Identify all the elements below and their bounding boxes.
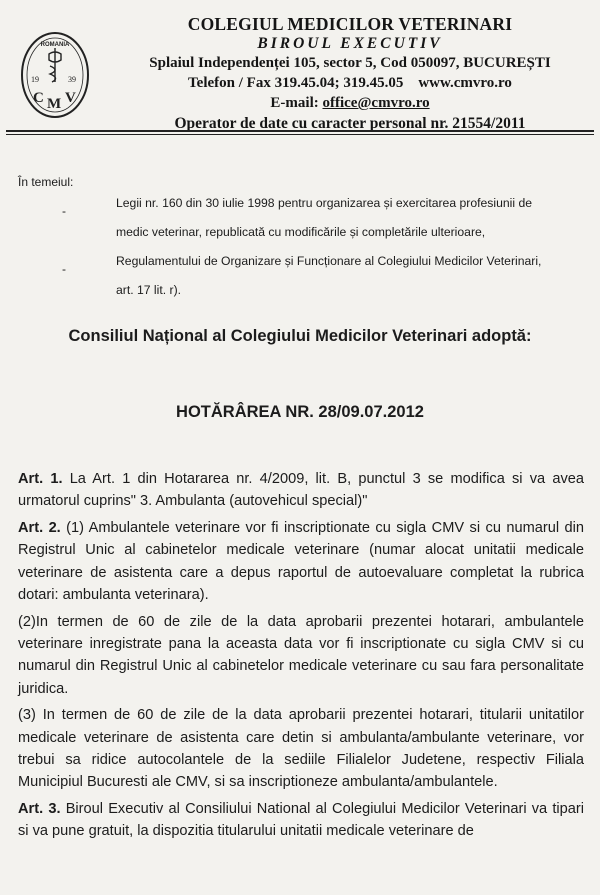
article-text: (3) In termen de 60 de zile de la data aprobarii prezentei hotarari, titularii unitatilor medicale veterinare de asistenta care detin si ambulanta/ambulante veterinare, vor trebui sa ridice autocolantele de la sediile Filialelor Judetene, respectiv Filiala Municipiul Bucuresti ale CMV, si sa inscriptioneze ambulanta/ambulantele. — [18, 707, 584, 791]
preamble-bullet: - — [62, 262, 66, 276]
letterhead — [110, 14, 590, 134]
phone-fax: Telefon / Fax 319.45.04; 319.45.05 — [188, 75, 404, 91]
article-label: Art. 3. — [18, 801, 61, 818]
address-line: Splaiul Independenței 105, sector 5, Cod 050097, BUCUREȘTI — [149, 55, 551, 71]
article-text: Biroul Executiv al Consiliului National al Colegiului Medicilor Veterinari va tipari si va pune gratuit, la dispozitia titularului unitatii medicale veterinare de — [18, 801, 584, 840]
article-label: Art. 2. — [18, 520, 61, 537]
cmv-logo-icon — [20, 30, 90, 120]
article-2-paragraph-3 — [18, 704, 584, 793]
logo-letter-m: M — [47, 96, 62, 112]
logo-letter-v: V — [65, 90, 76, 106]
article-text: (2)In termen de 60 de zile de la data aprobarii prezentei hotarari, ambulantele veterinare inregistrate pana la aceasta data vor fi inscriptionate cu sigla CMV si cu numarul din Registrul Unic al cabinetelor medicale veterinare cu sau fara personalitate juridica. — [18, 613, 584, 697]
email-label: E-mail: — [270, 95, 319, 111]
preamble-item-line: Legii nr. 160 din 30 iulie 1998 pentru organizarea și exercitarea profesiunii de — [116, 196, 532, 210]
article-text: La Art. 1 din Hotararea nr. 4/2009, lit. B, punctul 3 se modifica si va avea urmatorul cuprins" 3. Ambulanta (autovehicul special)" — [18, 471, 584, 510]
article-label: Art. 1. — [18, 471, 63, 487]
header-divider-thin — [6, 134, 594, 135]
logo-year-left: 19 — [31, 75, 39, 84]
preamble-bullet: - — [62, 204, 66, 218]
logo-top-text: ROMANIA — [40, 42, 70, 48]
decision-title: HOTĂRÂREA NR. 28/09.07.2012 — [176, 403, 424, 421]
article-3 — [18, 798, 584, 843]
email-link[interactable]: office@cmvro.ro — [322, 95, 430, 111]
decision-body — [18, 468, 584, 843]
council-statement: Consiliul Național al Colegiului Medicilor Veterinari adoptă: — [68, 327, 532, 345]
article-text: (1) Ambulantele veterinare vor fi inscriptionate cu sigla CMV si cu numarul din Registrul Unic al cabinetelor medicale veterinare (numar alocat unitatii medicale veterinare de asistenta care a depus raportul de autoevaluare completat la rubrica dotari: ambulanta veterinara). — [18, 520, 584, 603]
logo-year-right: 39 — [68, 75, 76, 84]
preamble-item-line: Regulamentului de Organizare și Funcționare al Colegiului Medicilor Veterinari, — [116, 254, 542, 268]
preamble-item-line: art. 17 lit. r). — [116, 283, 182, 297]
article-1 — [18, 468, 584, 513]
preamble-item-regulation — [116, 247, 576, 305]
bureau-name: BIROUL EXECUTIV — [257, 35, 443, 52]
header-divider — [6, 130, 594, 132]
article-2 — [18, 517, 584, 606]
organization-name: COLEGIUL MEDICILOR VETERINARI — [187, 14, 513, 34]
operator-line: Operator de date cu caracter personal nr. 21554/2011 — [174, 115, 526, 132]
logo-letter-c: C — [33, 90, 44, 106]
email-line — [110, 93, 590, 113]
preamble-item-law — [116, 189, 576, 247]
website-link[interactable]: www.cmvro.ro — [418, 75, 512, 91]
preamble-item-line: medic veterinar, republicată cu modificările și completările ulterioare, — [116, 225, 486, 239]
contact-line — [110, 73, 590, 93]
article-2-paragraph-2 — [18, 611, 584, 700]
preamble-intro: În temeiul: — [18, 175, 74, 189]
